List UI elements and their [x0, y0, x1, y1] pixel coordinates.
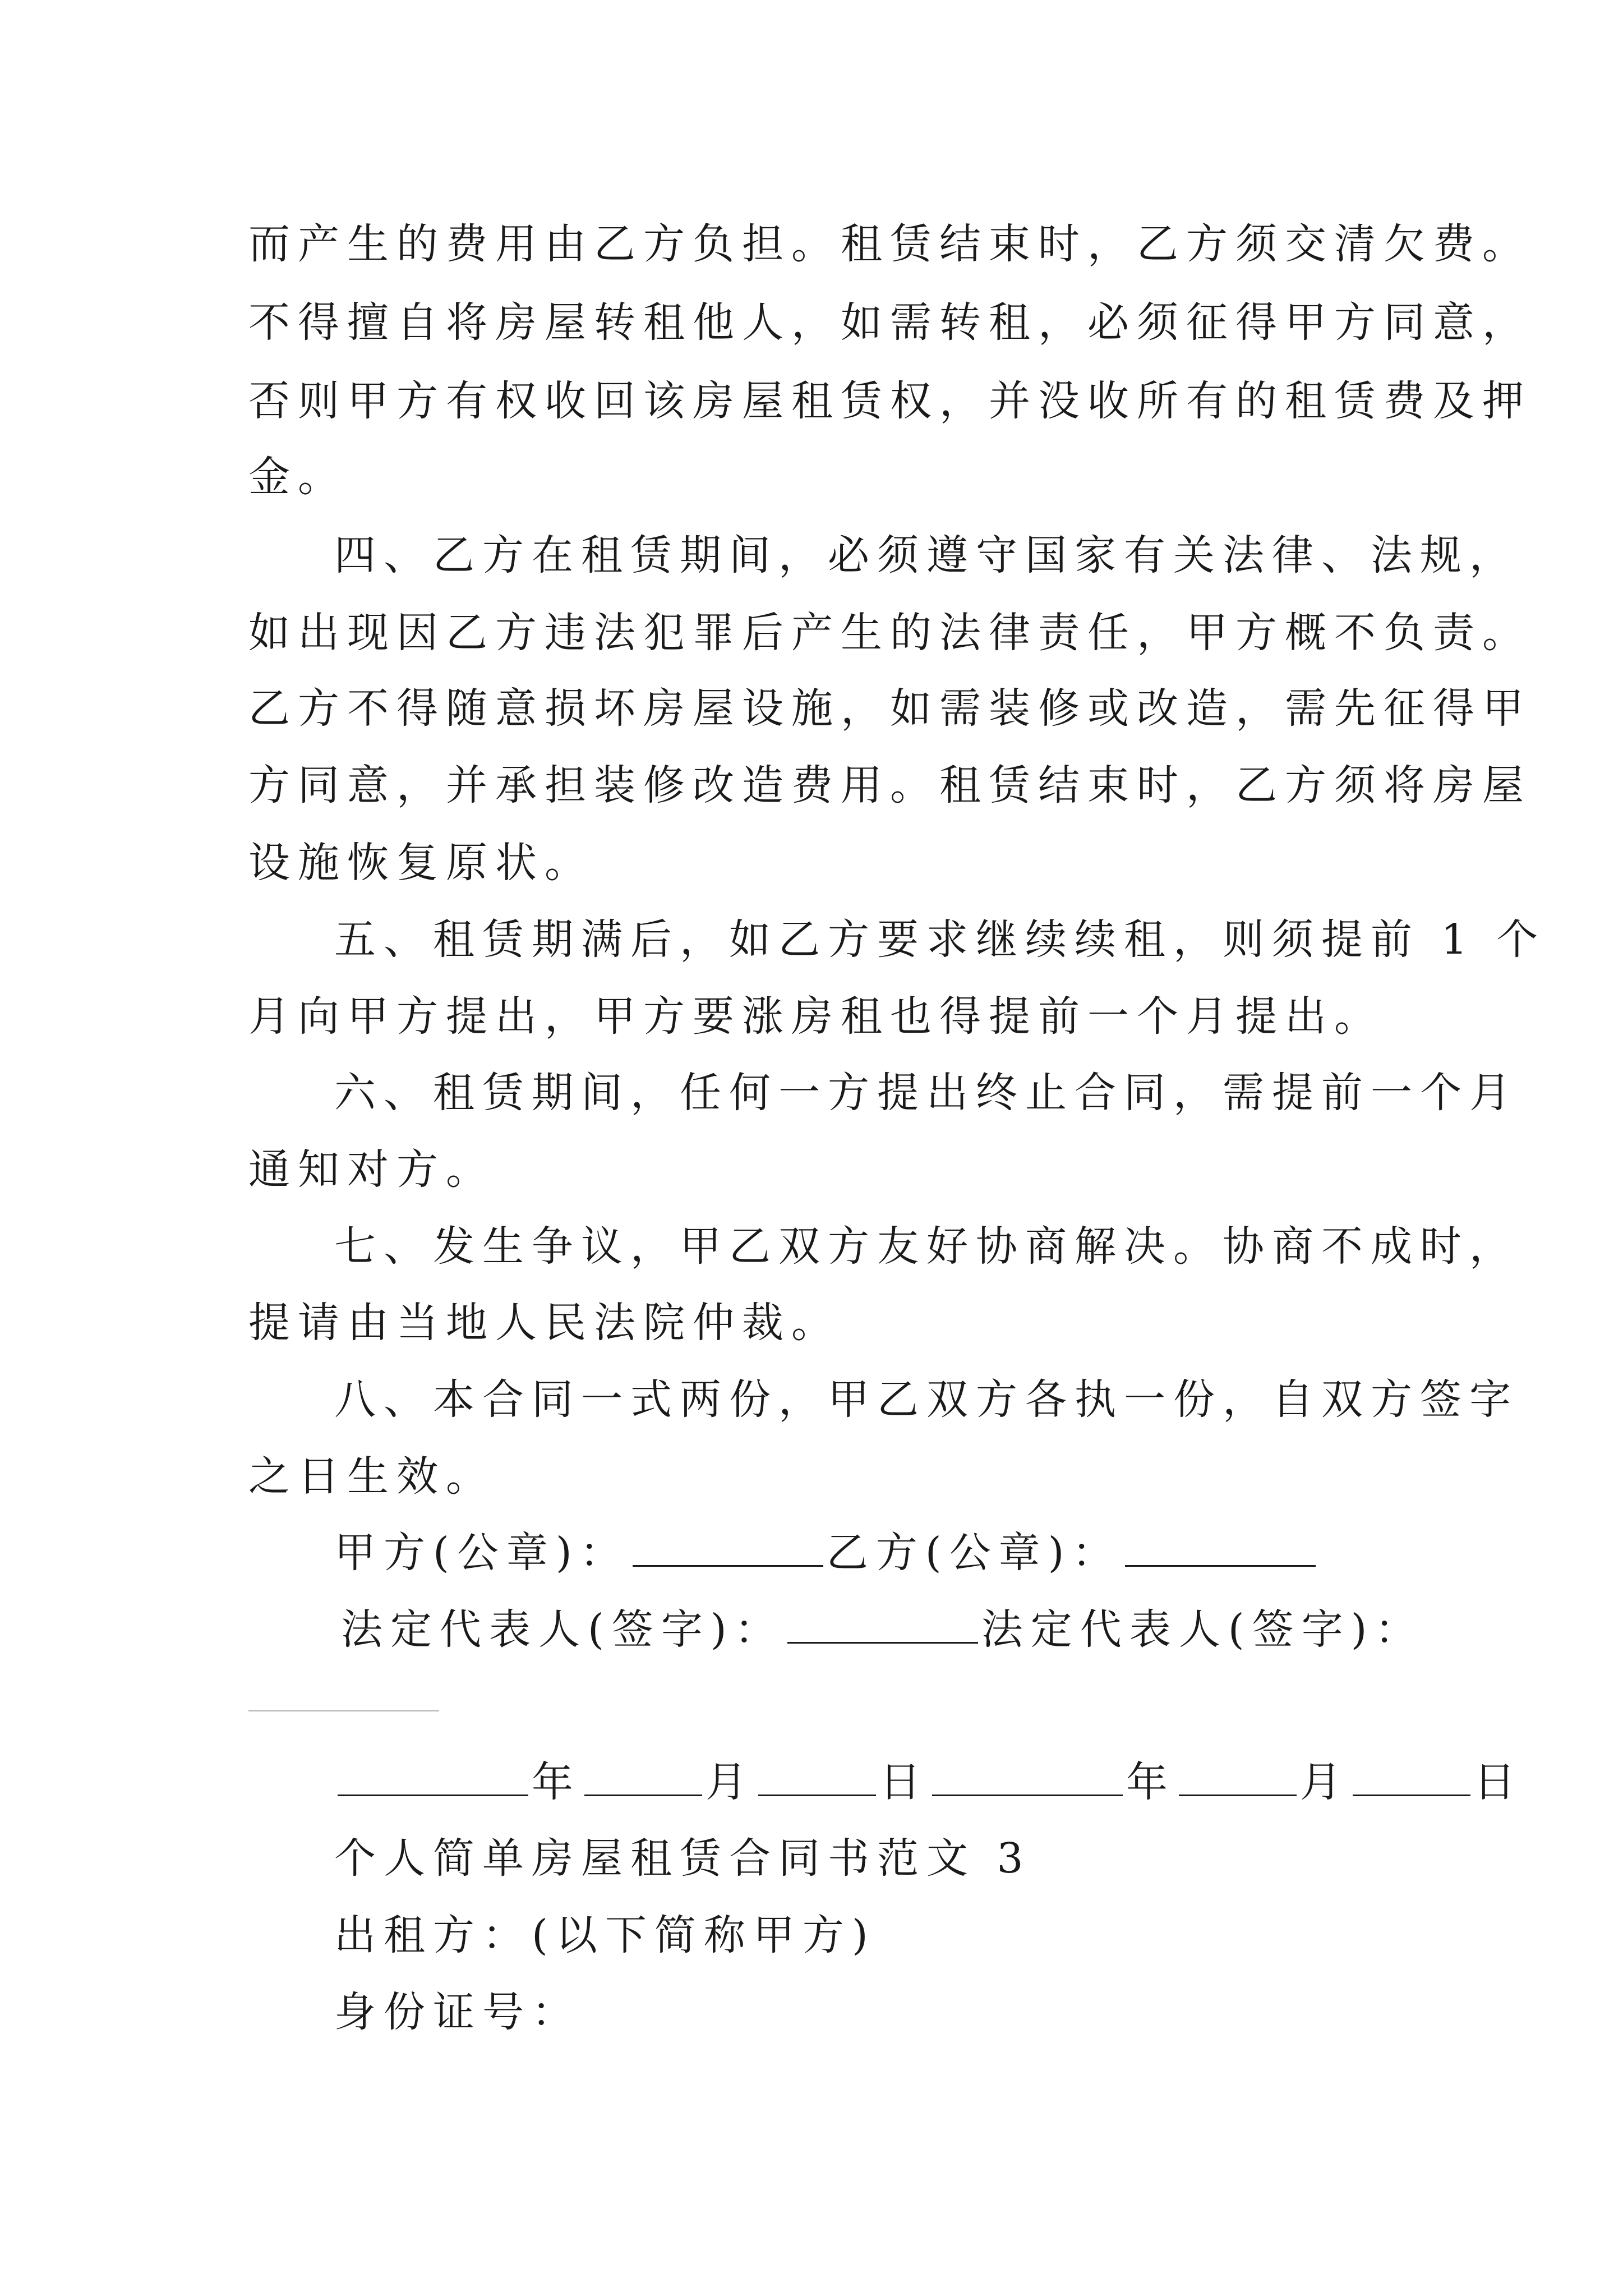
party-b-year-label: 年	[1126, 1758, 1175, 1806]
party-a-year-label: 年	[532, 1758, 581, 1806]
paragraph-4-line-2: 如出现因乙方违法犯罪后产生的法律责任，甲方概不负责。	[248, 609, 1532, 657]
party-b-day-blank	[1353, 1760, 1470, 1796]
party-a-representative-label: 法定代表人(签字)：	[341, 1605, 784, 1654]
party-a-representative-blank	[787, 1607, 978, 1644]
paragraph-3-line-4: 金。	[248, 453, 347, 501]
paragraph-3-line-2: 不得擅自将房屋转租他人，如需转租，必须征得甲方同意，	[248, 298, 1532, 347]
party-a-month-blank	[584, 1760, 702, 1796]
date-row	[334, 1754, 1523, 1810]
party-b-representative-label: 法定代表人(签字)：	[981, 1605, 1424, 1654]
paragraph-7-line-2: 提请由当地人民法院仲裁。	[248, 1299, 841, 1347]
paragraph-5-line-1: 五、租赁期满后，如乙方要求继续续租，则须提前 1 个	[334, 915, 1546, 964]
id-number-line: 身份证号：	[334, 1988, 581, 2036]
paragraph-8-line-2: 之日生效。	[248, 1452, 495, 1501]
party-b-representative-blank	[248, 1710, 439, 1711]
party-a-seal-blank	[633, 1530, 823, 1567]
party-b-month-blank	[1179, 1760, 1297, 1796]
paragraph-7-line-1: 七、发生争议，甲乙双方友好协商解决。协商不成时，	[334, 1222, 1519, 1271]
party-b-month-label: 月	[1300, 1758, 1349, 1806]
party-a-year-blank	[338, 1760, 528, 1796]
paragraph-5-line-2: 月向甲方提出，甲方要涨房租也得提前一个月提出。	[248, 992, 1384, 1041]
party-a-day-blank	[758, 1760, 876, 1796]
lessor-line: 出租方：(以下简称甲方)	[334, 1911, 876, 1959]
paragraph-3-line-1: 而产生的费用由乙方负担。租赁结束时，乙方须交清欠费。	[248, 220, 1532, 268]
paragraph-4-line-3: 乙方不得随意损坏房屋设施，如需装修或改造，需先征得甲	[248, 684, 1532, 733]
party-b-seal-label: 乙方(公章)：	[826, 1529, 1122, 1577]
seal-row	[334, 1525, 1319, 1581]
paragraph-6-line-2: 通知对方。	[248, 1145, 495, 1194]
party-b-year-blank	[932, 1760, 1123, 1796]
representative-row	[341, 1602, 1424, 1658]
party-a-seal-label: 甲方(公章)：	[334, 1529, 629, 1577]
paragraph-8-line-1: 八、本合同一式两份，甲乙双方各执一份，自双方签字	[334, 1375, 1519, 1424]
party-a-day-label: 日	[879, 1758, 929, 1806]
paragraph-3-line-3: 否则甲方有权收回该房屋租赁权，并没收所有的租赁费及押	[248, 377, 1532, 425]
party-b-seal-blank	[1125, 1530, 1316, 1567]
paragraph-4-line-5: 设施恢复原状。	[248, 839, 594, 887]
paragraph-4-line-4: 方同意，并承担装修改造费用。租赁结束时，乙方须将房屋	[248, 761, 1532, 809]
party-a-month-label: 月	[706, 1758, 755, 1806]
section-3-title: 个人简单房屋租赁合同书范文 3	[334, 1834, 1031, 1883]
paragraph-6-line-1: 六、租赁期间，任何一方提出终止合同，需提前一个月	[334, 1069, 1519, 1117]
party-b-day-label: 日	[1474, 1758, 1523, 1806]
paragraph-4-line-1: 四、乙方在租赁期间，必须遵守国家有关法律、法规，	[334, 531, 1519, 579]
